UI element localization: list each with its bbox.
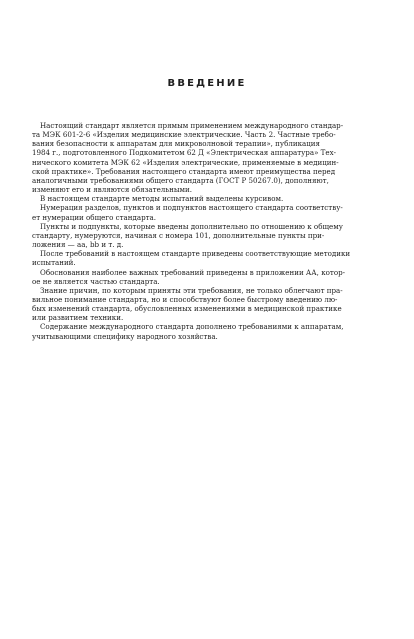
section-heading: ВВЕДЕНИЕ: [167, 78, 247, 89]
text-line: Знание причин, по которым приняты эти требования, не только облегчают пра-: [40, 285, 343, 295]
text-line: вания безопасности к аппаратам для микроволновой терапии», публикация: [32, 139, 320, 149]
text-line: ет нумерации общего стандарта.: [32, 212, 157, 222]
text-line: или развитием техники.: [32, 313, 124, 323]
paragraph-3: [32, 203, 382, 221]
text-line: вильное понимание стандарта, но и способствуют более быстрому введению лю-: [32, 294, 338, 304]
text-line: испытаний.: [32, 258, 76, 268]
paragraph-6: [32, 268, 382, 286]
text-line: ложения — аа, bb и т. д.: [32, 240, 124, 250]
text-line: аналогичными требованиями общего стандарта (ГОСТ Р 50267.0), дополняют,: [32, 175, 329, 185]
paragraph-4: [32, 222, 382, 249]
text-line: В настоящем стандарте методы испытаний выделены курсивом.: [40, 194, 284, 204]
text-line: та МЭК 601-2-6 «Изделия медицинские электрические. Часть 2. Частные требо-: [32, 130, 336, 140]
paragraph-5: [32, 249, 382, 267]
text-line: Обоснования наиболее важных требований приведены в приложении АА, котор-: [40, 267, 346, 277]
text-line: нического комитета МЭК 62 «Изделия электрические, применяемые в медицин-: [32, 157, 339, 167]
paragraph-1: [32, 121, 382, 194]
body-text: [32, 121, 382, 341]
text-line: После требований в настоящем стандарте приведены соответствующие методики: [40, 249, 351, 259]
text-line: Пункты и подпункты, которые введены дополнительно по отношению к общему: [40, 221, 343, 231]
text-line: Настоящий стандарт является прямым применением международного стандар-: [40, 121, 344, 130]
paragraph-7: [32, 286, 382, 323]
text-line: Нумерация разделов, пунктов и подпунктов настоящего стандарта соответству-: [40, 203, 343, 213]
text-line: учитывающими специфику народного хозяйства.: [32, 331, 218, 341]
text-line: бых изменений стандарта, обусловленных изменениями в медицинской практике: [32, 304, 342, 314]
text-line: стандарту, нумеруются, начиная с номера 101, дополнительные пункты при-: [32, 230, 325, 240]
paragraph-2: [32, 194, 382, 203]
text-line: Содержание международного стандарта дополнено требованиями к аппаратам,: [40, 322, 344, 332]
text-line: ской практике». Требования настоящего стандарта имеют преимущества перед: [32, 166, 336, 176]
text-line: ое не является частью стандарта.: [32, 276, 160, 286]
text-line: изменяют его и являются обязательными.: [32, 185, 193, 195]
text-line: 1984 г., подготовленного Подкомитетом 62 Д «Электрическая аппаратура» Тех-: [32, 148, 337, 158]
paragraph-8: [32, 322, 382, 340]
